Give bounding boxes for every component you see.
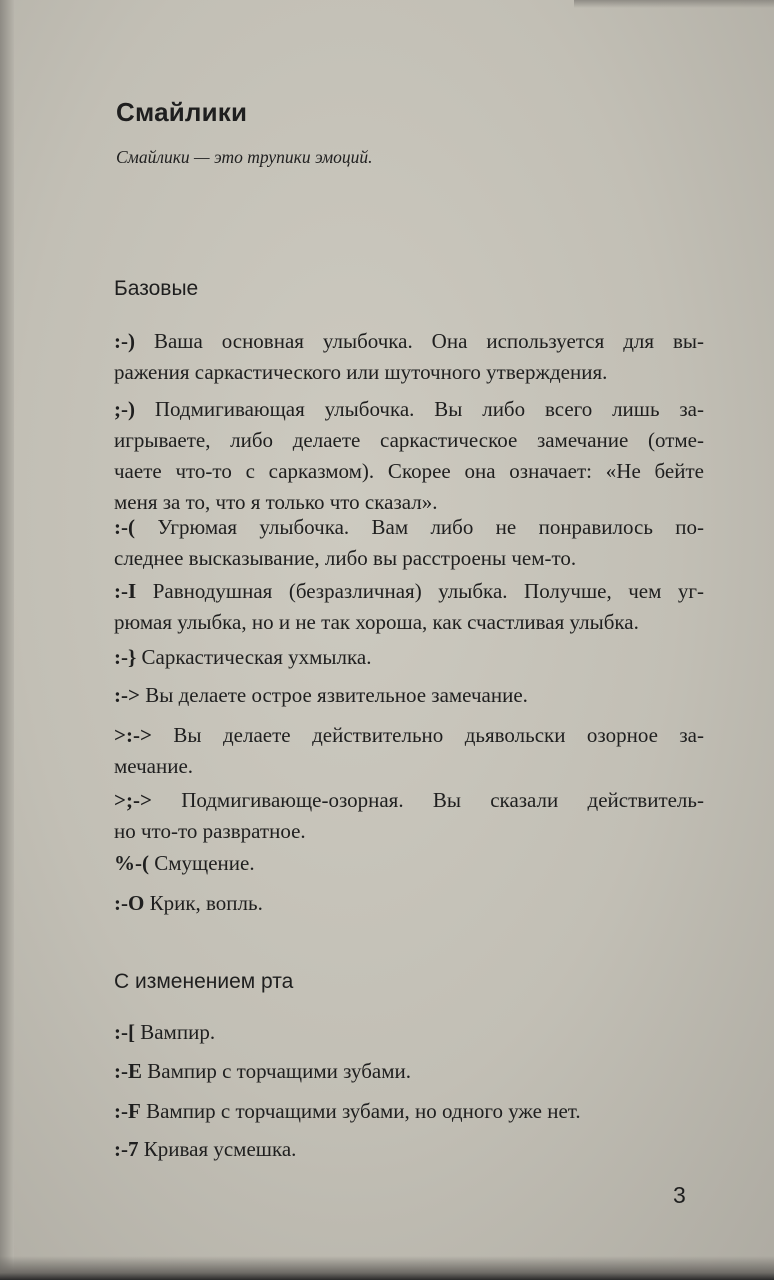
- page-title: Смайлики: [116, 97, 248, 127]
- emoticon-code: %-(: [114, 851, 149, 875]
- entry-smile: :-) Ваша основная улыбочка. Она используется для вы- ражения саркастического или шуточного утверждения.: [114, 329, 704, 384]
- emoticon-code: :-[: [114, 1020, 135, 1044]
- entry-scream: :-O Крик, вопль.: [114, 891, 263, 915]
- entry-vampire-missing-tooth: :-F Вампир с торчащими зубами, но одного уже нет.: [114, 1099, 581, 1123]
- emoticon-code: :-I: [114, 579, 137, 603]
- emoticon-code: :-7: [114, 1137, 139, 1161]
- entry-crooked-smile: :-7 Кривая усмешка.: [114, 1137, 297, 1161]
- epigraph: Смайлики — это трупики эмоций.: [116, 147, 373, 167]
- page-edge-left: [0, 0, 14, 1280]
- entry-wink-devilish: >;-> Подмигивающе-озорная. Вы сказали действитель- но что-то развратное.: [114, 788, 704, 843]
- emoticon-code: :->: [114, 683, 140, 707]
- emoticon-code: :-(: [114, 515, 135, 539]
- page-edge-bottom: [0, 1256, 774, 1280]
- emoticon-code: :-E: [114, 1059, 142, 1083]
- entry-sarcastic-grin: :-} Саркастическая ухмылка.: [114, 645, 372, 669]
- emoticon-code: :-F: [114, 1099, 141, 1123]
- page-edge-top: [574, 0, 774, 8]
- section-heading-basic: Базовые: [114, 277, 199, 300]
- emoticon-code: >;->: [114, 788, 152, 812]
- emoticon-code: :-O: [114, 891, 145, 915]
- entry-vampire: :-[ Вампир.: [114, 1020, 216, 1044]
- entry-vampire-teeth: :-E Вампир с торчащими зубами.: [114, 1059, 411, 1083]
- emoticon-code: :-}: [114, 645, 137, 669]
- entry-devilish: >:-> Вы делаете действительно дьявольски озорное за- мечание.: [114, 723, 704, 778]
- entry-sharp-remark: :-> Вы делаете острое язвительное замечание.: [114, 683, 528, 707]
- entry-wink: ;-) Подмигивающая улыбочка. Вы либо всего лишь за- игрываете, либо делаете саркастическое замечание (отме- чаете что-то с сарказмом). Скорее она означает: «Не бейте меня за то, что я только что сказал».: [114, 397, 704, 514]
- section-heading-mouth: С изменением рта: [114, 970, 294, 993]
- emoticon-code: >:->: [114, 723, 152, 747]
- emoticon-code: :-): [114, 329, 135, 353]
- entry-embarrassment: %-( Смущение.: [114, 851, 255, 875]
- entry-frown: :-( Угрюмая улыбочка. Вам либо не понравилось по- следнее высказывание, либо вы расстроены чем-то.: [114, 515, 704, 570]
- emoticon-code: ;-): [114, 397, 135, 421]
- entry-indifferent: :-I Равнодушная (безразличная) улыбка. Получше, чем уг- рюмая улыбка, но и не так хороша, как счастливая улыбка.: [114, 579, 704, 634]
- page-number: 3: [673, 1182, 686, 1208]
